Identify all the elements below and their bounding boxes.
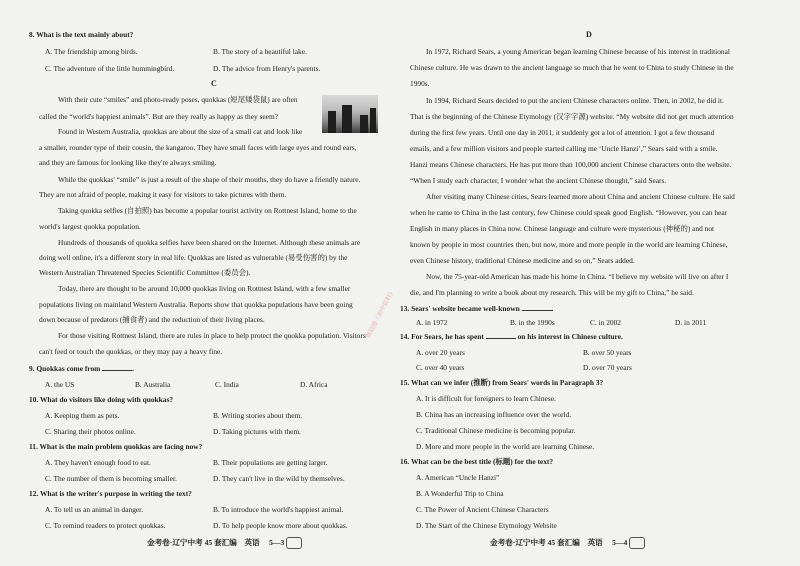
q14-option-c: C. over 40 years bbox=[416, 363, 465, 372]
publisher-logo-icon bbox=[286, 537, 302, 549]
q11-option-d: D. They can't live in the wild by themselves. bbox=[213, 474, 345, 483]
q14-option-a: A. over 20 years bbox=[416, 348, 465, 357]
q9-stem-text: 9. Quokkas come from bbox=[29, 364, 101, 373]
q13-option-a: A. in 1972 bbox=[416, 318, 448, 327]
q8-stem: 8. What is the text mainly about? bbox=[29, 30, 134, 39]
passage-d-line: Hanzi means Chinese characters. He has put more than 100,000 ancient Chinese characters onto the website. bbox=[410, 160, 732, 169]
passage-c-line: can't feed or touch the quokkas, or they may pay a heavy fine. bbox=[39, 347, 223, 356]
passage-d-line: After visiting many Chinese cities, Sears learned more about China and ancient Chinese culture. He said bbox=[426, 192, 735, 201]
passage-c-line: For those visiting Rottnest Island, there are rules in place to help protect the quokka population. Visitors bbox=[58, 331, 366, 340]
right-page bbox=[400, 0, 800, 566]
passage-c-line: They are not afraid of people, making it easy for visitors to take pictures with them. bbox=[39, 190, 287, 199]
q13-stem: 13. Sears' website became well-known . bbox=[400, 304, 554, 313]
passage-d-line: during the first few years. Until one day in 2011, it suddenly got a lot of attention. I got a few thousand bbox=[410, 128, 715, 137]
watermark: 微信搜《初中资料》 bbox=[364, 288, 397, 340]
q10-stem: 10. What do visitors like doing with quokkas? bbox=[29, 395, 174, 404]
passage-d-line: In 1972, Richard Sears, a young American began learning Chinese because of his interest in traditional bbox=[426, 47, 730, 56]
passage-d-line: 1990s. bbox=[410, 79, 430, 88]
q10-option-a: A. Keeping them as pets. bbox=[45, 411, 120, 420]
passage-d-line: In 1994, Richard Sears decided to put the ancient Chinese characters online. Then, in 2002, he did it. bbox=[426, 96, 724, 105]
q10-option-b: B. Writing stories about them. bbox=[213, 411, 303, 420]
answer-blank bbox=[486, 331, 516, 339]
passage-c-line: doing well online, it's a different story in real life. Quokkas are listed as vulnerable (易受伤害的) by the bbox=[39, 253, 348, 262]
publisher-logo-icon bbox=[629, 537, 645, 549]
q13-option-b: B. in the 1990s bbox=[510, 318, 555, 327]
passage-c-line: Today, there are thought to be around 10,000 quokkas living on Rottnest Island, with a few smaller bbox=[58, 284, 351, 293]
passage-d-line: even Chinese history, traditional Chinese medicine and so on,” Sears added. bbox=[410, 256, 635, 265]
passage-c-line: down because of predators (捕食者) and the reduction of their living places. bbox=[39, 315, 265, 324]
q14-option-d: D. over 70 years bbox=[583, 363, 632, 372]
passage-d-line: Now, the 75-year-old American has made his home in China. “I believe my website will live on after I bbox=[426, 272, 729, 281]
passage-c-line: called the “world's happiest animals”. But are they really as happy as they seem? bbox=[39, 112, 278, 121]
answer-blank bbox=[102, 363, 132, 371]
q11-option-b: B. Their populations are getting larger. bbox=[213, 458, 328, 467]
q9-option-d: D. Africa bbox=[300, 380, 328, 389]
q8-option-c: C. The adventure of the little hummingbird. bbox=[45, 64, 175, 73]
q9-option-a: A. the US bbox=[45, 380, 75, 389]
q12-option-c: C. To remind readers to protect quokkas. bbox=[45, 521, 166, 530]
q15-option-b: B. China has an increasing influence over the world. bbox=[416, 410, 572, 419]
section-d-title: D bbox=[586, 30, 592, 39]
q15-option-d: D. More and more people in the world are learning Chinese. bbox=[416, 442, 595, 451]
q9-option-c: C. India bbox=[215, 380, 239, 389]
passage-c-line: Hundreds of thousands of quokka selfies have been shared on the Internet. Although these animals are bbox=[58, 238, 361, 247]
footer-text: 金考卷·辽宁中考 45 套汇编 英语 5—4 bbox=[490, 538, 628, 547]
q9-stem: 9. Quokkas come from . bbox=[29, 364, 135, 373]
q8-option-b: B. The story of a beautiful lake. bbox=[213, 47, 307, 56]
footer-text: 金考卷·辽宁中考 45 套汇编 英语 5—3 bbox=[147, 538, 285, 547]
q13-stem-text: 13. Sears' website became well-known bbox=[400, 304, 520, 313]
quokka-photo bbox=[322, 95, 378, 133]
q15-stem: 15. What can we infer (推断) from Sears' words in Paragraph 3? bbox=[400, 378, 604, 387]
q12-option-d: D. To help people know more about quokkas. bbox=[213, 521, 348, 530]
q16-option-d: D. The Start of the Chinese Etymology Website bbox=[416, 521, 557, 530]
passage-d-line: emails, and a few million visitors and people started calling me ‘Uncle Hanzi’,” Sears said with a smile. bbox=[410, 144, 718, 153]
q8-option-d: D. The advice from Henry's parents. bbox=[213, 64, 321, 73]
q16-option-c: C. The Power of Ancient Chinese Characters bbox=[416, 505, 549, 514]
q16-stem: 16. What can be the best title (标题) for the text? bbox=[400, 457, 554, 466]
passage-c-line: populations living on mainland Western Australia. Reports show that quokka populations have been going bbox=[39, 300, 353, 309]
passage-c-line: world's largest quokka population. bbox=[39, 222, 141, 231]
q11-option-a: A. They haven't enough food to eat. bbox=[45, 458, 151, 467]
passage-c-line: Western Australian Threatened Species Scientific Committee (委员会). bbox=[39, 268, 251, 277]
q14-stem bbox=[400, 331, 623, 342]
q15-option-a: A. It is difficult for foreigners to learn Chinese. bbox=[416, 394, 556, 403]
q12-stem: 12. What is the writer's purpose in writing the text? bbox=[29, 489, 192, 498]
passage-d-line: Chinese culture. He was drawn to the ancient language so much that he went to China to study Chinese in the bbox=[410, 63, 734, 72]
passage-d-line: That is the beginning of the Chinese Etymology (汉字字源) website. “My website did not get much attention bbox=[410, 112, 734, 121]
passage-d-line: die, and I'm planning to write a book about my research. This will be my gift to China,” he said. bbox=[410, 288, 694, 297]
right-page-footer bbox=[490, 537, 645, 549]
q16-option-a: A. American “Uncle Hanzi” bbox=[416, 473, 500, 482]
q11-stem: 11. What is the main problem quokkas are facing now? bbox=[29, 442, 203, 451]
passage-c-line: While the quokkas' “smile” is just a result of the shape of their mouths, they do have a friendly nature. bbox=[58, 175, 361, 184]
section-c-title: C bbox=[211, 79, 217, 88]
left-page-footer bbox=[147, 537, 302, 549]
passage-c-line: Taking quokka selfies (自拍照) has become a popular tourist activity on Rottnest Island, home to the bbox=[58, 206, 357, 215]
q16-option-b: B. A Wonderful Trip to China bbox=[416, 489, 504, 498]
passage-d-line: known by people in most countries then, but now, more and more people in the world are learning Chinese, bbox=[410, 240, 728, 249]
q13-option-d: D. in 2011 bbox=[675, 318, 707, 327]
passage-c-line: and they are famous for looking like they're always smiling. bbox=[39, 158, 217, 167]
q8-option-a: A. The friendship among birds. bbox=[45, 47, 138, 56]
q10-option-c: C. Sharing their photos online. bbox=[45, 427, 136, 436]
q14-stem-text: 14. For Sears, he has spent bbox=[400, 332, 484, 341]
q14-option-b: B. over 50 years bbox=[583, 348, 632, 357]
answer-blank bbox=[522, 303, 552, 311]
q14-stem-text-2: on his interest in Chinese culture. bbox=[517, 332, 623, 341]
passage-d-line: when he came to China in the last century, few Chinese could speak good English. “However, you can hear bbox=[410, 208, 728, 217]
q13-option-c: C. in 2002 bbox=[590, 318, 622, 327]
q15-option-c: C. Traditional Chinese medicine is becoming popular. bbox=[416, 426, 576, 435]
passage-d-line: English in many places in China now. Chinese language and culture were mysterious (神秘的) and not bbox=[410, 224, 715, 233]
q9-option-b: B. Australia bbox=[135, 380, 171, 389]
q10-option-d: D. Taking pictures with them. bbox=[213, 427, 302, 436]
passage-d-line: “When I study each character, I wonder what the ancient Chinese thought,” said Sears. bbox=[410, 176, 667, 185]
q11-option-c: C. The number of them is becoming smaller. bbox=[45, 474, 177, 483]
q12-option-b: B. To introduce the world's happiest animal. bbox=[213, 505, 344, 514]
passage-c-line: a smaller, rounder type of their cousin, the kangaroo. They have small faces with large eyes and round ears, bbox=[39, 143, 357, 152]
passage-c-line: Found in Western Australia, quokkas are about the size of a small cat and look like bbox=[58, 127, 303, 136]
passage-c-line: With their cute “smiles” and photo-ready poses, quokkas (短尾矮袋鼠) are often bbox=[58, 95, 298, 104]
q12-option-a: A. To tell us an animal in danger. bbox=[45, 505, 144, 514]
